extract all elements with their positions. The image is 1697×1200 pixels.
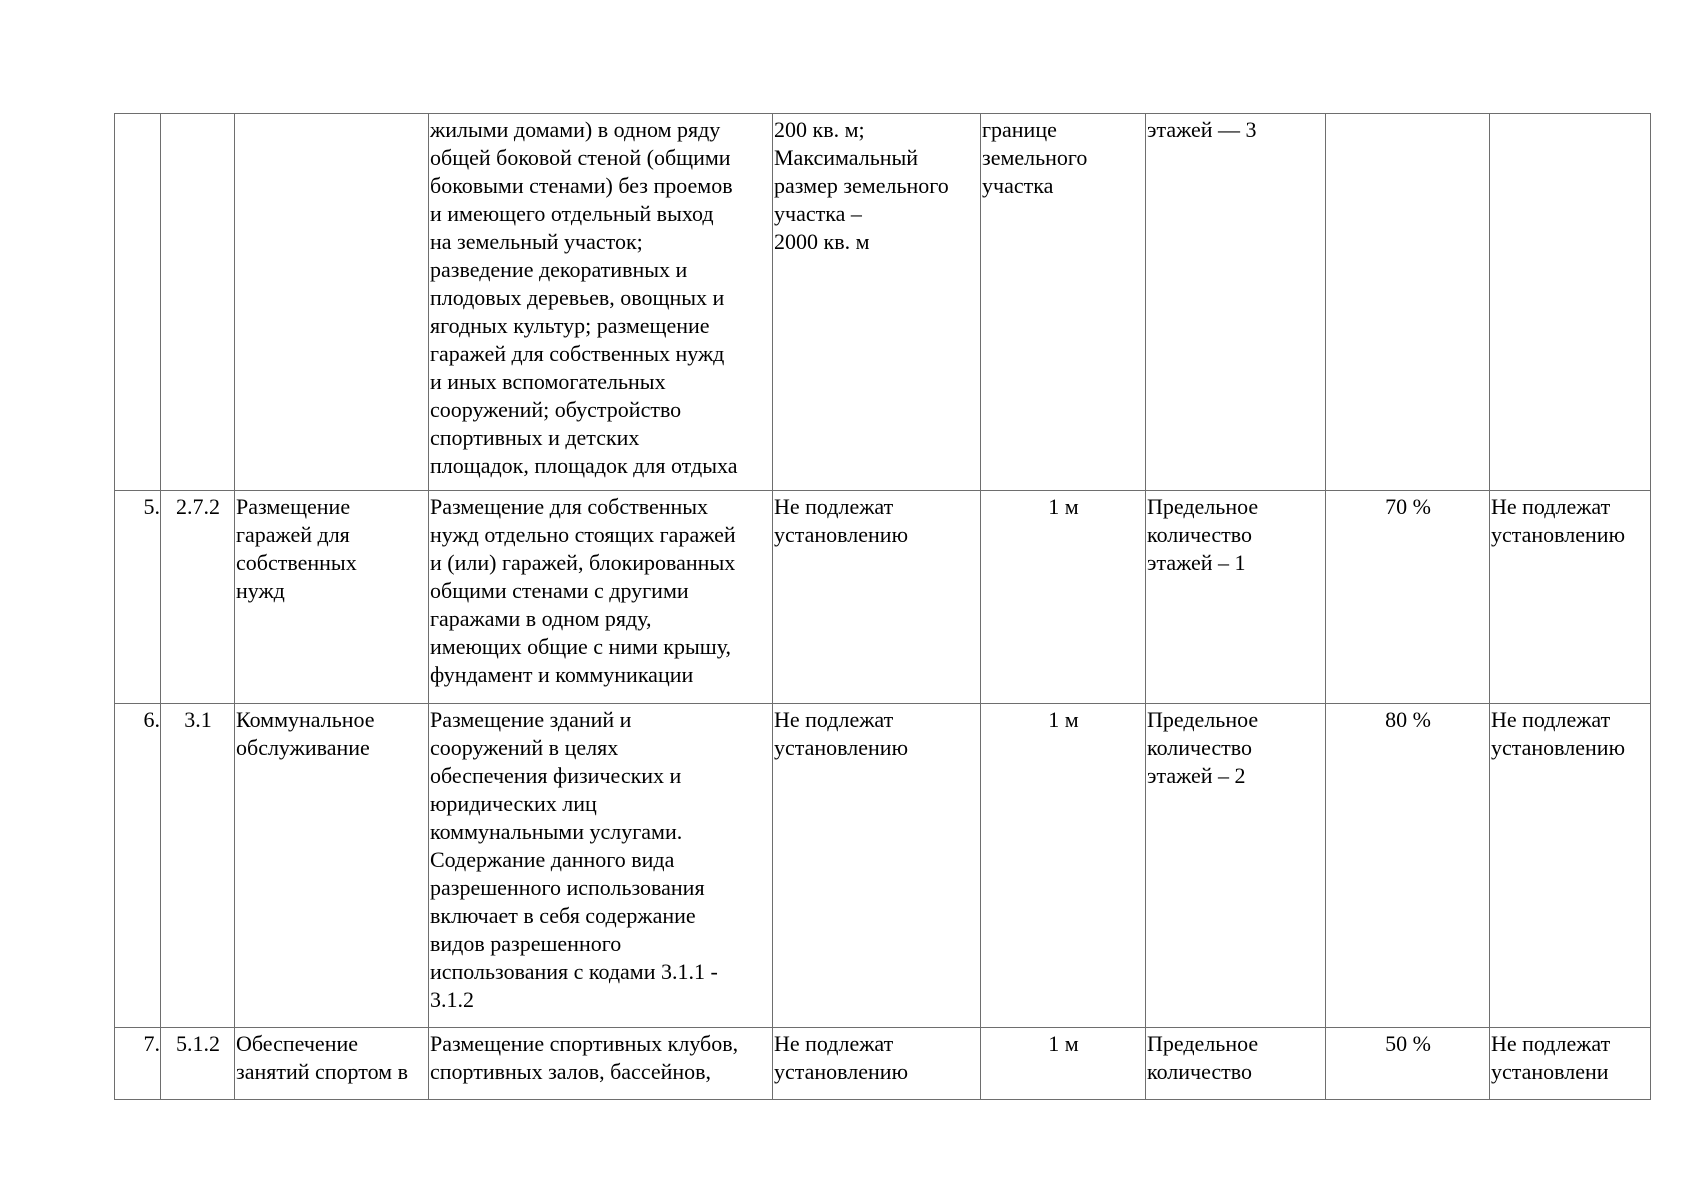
table-body (115, 114, 1651, 1100)
other-params-cell (1490, 114, 1651, 491)
cell-text-line: количество (1147, 1059, 1253, 1084)
cell-text-line: спортивных и детских (430, 425, 640, 450)
cell-text-line: Предельное (1147, 707, 1259, 732)
use-name-cell (235, 704, 429, 1028)
cell-text-line: коммунальными услугами. (430, 819, 683, 844)
table-row (115, 114, 1651, 491)
cell-text-line: на земельный участок; (430, 229, 643, 254)
code-cell (161, 1028, 235, 1100)
cell-text-line: фундамент и коммуникации (430, 662, 694, 687)
coverage-cell (1326, 704, 1490, 1028)
cell-text-line: сооружений в целях (430, 735, 619, 760)
use-name-cell (235, 1028, 429, 1100)
cell-text-line: этажей – 1 (1147, 550, 1246, 575)
cell-text-line: Не подлежат (774, 1031, 894, 1056)
cell-text-line: гаражами в одном ряду, (430, 606, 652, 631)
cell-text: 50 % (1385, 1031, 1431, 1056)
land-use-regulations-table (114, 113, 1651, 1100)
cell-text-line: установлению (774, 735, 909, 760)
cell-text-line: Обеспечение (236, 1031, 358, 1056)
code-cell (161, 491, 235, 704)
cell-text-line: 3.1.2 (430, 987, 474, 1012)
cell-text-line: 2000 кв. м (774, 229, 870, 254)
cell-text: 7. (143, 1031, 160, 1056)
coverage-cell (1326, 114, 1490, 491)
row-number-cell (115, 1028, 161, 1100)
description-cell (429, 491, 773, 704)
plot-size-cell (773, 704, 981, 1028)
cell-text-line: использования с кодами 3.1.1 - (430, 959, 718, 984)
other-params-cell (1490, 491, 1651, 704)
cell-text-line: обеспечения физических и (430, 763, 682, 788)
other-params-cell (1490, 1028, 1651, 1100)
cell-text-line: Не подлежат (1491, 707, 1611, 732)
cell-text-line: Не подлежат (1491, 494, 1611, 519)
table-row (115, 704, 1651, 1028)
cell-text: 70 % (1385, 494, 1431, 519)
cell-text: 3.1 (184, 707, 212, 732)
other-params-cell (1490, 704, 1651, 1028)
cell-text-line: разрешенного использования (430, 875, 705, 900)
cell-text-line: 1 м (1048, 1031, 1079, 1056)
cell-text-line: Не подлежат (1491, 1031, 1611, 1056)
setback-cell (981, 1028, 1146, 1100)
description-cell (429, 704, 773, 1028)
cell-text-line: ягодных культур; размещение (430, 313, 710, 338)
cell-text-line: этажей – 2 (1147, 763, 1246, 788)
cell-text-line: и имеющего отдельный выход (430, 201, 714, 226)
cell-text-line: спортивных залов, бассейнов, (430, 1059, 712, 1084)
table-row (115, 491, 1651, 704)
floors-cell (1146, 491, 1326, 704)
code-cell (161, 704, 235, 1028)
cell-text-line: видов разрешенного (430, 931, 622, 956)
row-number-cell (115, 114, 161, 491)
cell-text-line: установлени (1491, 1059, 1609, 1084)
cell-text: 2.7.2 (176, 494, 220, 519)
cell-text: 6. (143, 707, 160, 732)
cell-text-line: имеющих общие с ними крышу, (430, 634, 731, 659)
cell-text-line: Коммунальное (236, 707, 375, 732)
cell-text-line: нужд (236, 578, 285, 603)
use-name-cell (235, 114, 429, 491)
setback-cell (981, 704, 1146, 1028)
cell-text-line: установлению (1491, 522, 1626, 547)
cell-text-line: Размещение (236, 494, 351, 519)
cell-text-line: и (или) гаражей, блокированных (430, 550, 736, 575)
table-row (115, 1028, 1651, 1100)
cell-text-line: обслуживание (236, 735, 370, 760)
use-name-cell (235, 491, 429, 704)
cell-text: 5. (143, 494, 160, 519)
cell-text-line: этажей — 3 (1147, 117, 1257, 142)
description-cell (429, 114, 773, 491)
cell-text-line: плодовых деревьев, овощных и (430, 285, 725, 310)
cell-text-line: количество (1147, 522, 1253, 547)
cell-text-line: боковыми стенами) без проемов (430, 173, 733, 198)
cell-text-line: количество (1147, 735, 1253, 760)
floors-cell (1146, 1028, 1326, 1100)
cell-text-line: общей боковой стеной (общими (430, 145, 731, 170)
cell-text-line: разведение декоративных и (430, 257, 688, 282)
cell-text-line: размер земельного (774, 173, 949, 198)
cell-text: 80 % (1385, 707, 1431, 732)
plot-size-cell (773, 1028, 981, 1100)
cell-text-line: установлению (774, 1059, 909, 1084)
floors-cell (1146, 114, 1326, 491)
cell-text-line: гаражей для (236, 522, 350, 547)
plot-size-cell (773, 491, 981, 704)
cell-text-line: площадок, площадок для отдыха (430, 453, 738, 478)
cell-text-line: общими стенами с другими (430, 578, 689, 603)
cell-text-line: Максимальный (774, 145, 919, 170)
description-cell (429, 1028, 773, 1100)
cell-text-line: земельного (982, 145, 1088, 170)
code-cell (161, 114, 235, 491)
plot-size-cell (773, 114, 981, 491)
cell-text-line: собственных (236, 550, 357, 575)
cell-text-line: границе (982, 117, 1057, 142)
cell-text-line: Содержание данного вида (430, 847, 675, 872)
setback-cell (981, 114, 1146, 491)
row-number-cell (115, 704, 161, 1028)
coverage-cell (1326, 491, 1490, 704)
cell-text-line: гаражей для собственных нужд (430, 341, 725, 366)
cell-text-line: Не подлежат (774, 494, 894, 519)
cell-text: 5.1.2 (176, 1031, 220, 1056)
cell-text-line: Размещение для собственных (430, 494, 709, 519)
cell-text-line: Размещение зданий и (430, 707, 632, 732)
floors-cell (1146, 704, 1326, 1028)
cell-text-line: жилыми домами) в одном ряду (430, 117, 721, 142)
cell-text-line: Предельное (1147, 1031, 1259, 1056)
setback-cell (981, 491, 1146, 704)
cell-text-line: сооружений; обустройство (430, 397, 682, 422)
cell-text-line: 1 м (1048, 707, 1079, 732)
row-number-cell (115, 491, 161, 704)
cell-text-line: Не подлежат (774, 707, 894, 732)
cell-text-line: Предельное (1147, 494, 1259, 519)
cell-text-line: занятий спортом в (236, 1059, 408, 1084)
cell-text-line: участка – (774, 201, 862, 226)
cell-text-line: участка (982, 173, 1054, 198)
cell-text-line: включает в себя содержание (430, 903, 696, 928)
cell-text-line: установлению (1491, 735, 1626, 760)
cell-text-line: юридических лиц (430, 791, 597, 816)
coverage-cell (1326, 1028, 1490, 1100)
cell-text-line: 1 м (1048, 494, 1079, 519)
cell-text-line: Размещение спортивных клубов, (430, 1031, 739, 1056)
cell-text-line: и иных вспомогательных (430, 369, 666, 394)
cell-text-line: установлению (774, 522, 909, 547)
cell-text-line: нужд отдельно стоящих гаражей (430, 522, 736, 547)
cell-text-line: 200 кв. м; (774, 117, 865, 142)
